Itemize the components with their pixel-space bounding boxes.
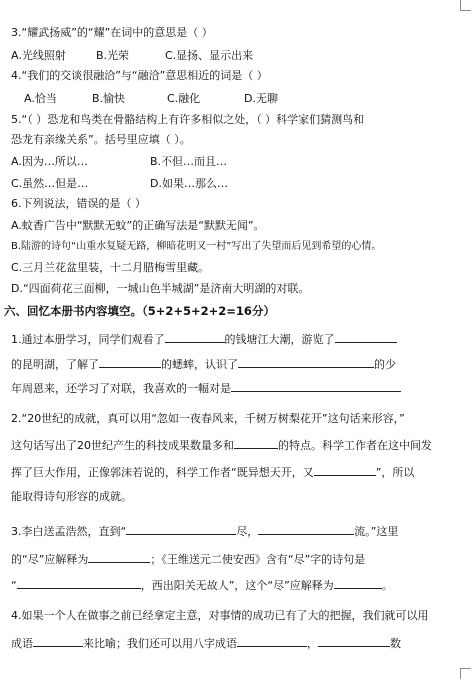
fill-1-text-a: 1.通过本册学习，同学们观看了: [11, 333, 165, 346]
question-5-option-b[interactable]: B.不但…而且…: [150, 155, 228, 168]
blank[interactable]: [33, 635, 83, 647]
question-6-option-a[interactable]: A.蚊香广告中“默默无蚊”的正确写法是“默默无闻”。: [11, 219, 265, 232]
fill-4-line-2: [11, 635, 401, 651]
blank[interactable]: [126, 523, 236, 535]
fill-3-line-2: [11, 551, 365, 567]
question-4-option-b[interactable]: B.愉快: [92, 92, 126, 105]
question-3-option-b[interactable]: B.光荣: [96, 49, 130, 62]
fill-1-line-3: [11, 380, 401, 396]
fill-1-text-c: 的昆明湖，了解了: [11, 358, 99, 371]
blank[interactable]: [258, 523, 354, 535]
question-5-option-c[interactable]: C.虽然…但是…: [11, 177, 89, 190]
fill-2-line-3: [11, 464, 414, 480]
question-3-option-c[interactable]: C.显扬、显示出来: [165, 49, 254, 62]
fill-3-line-3: [11, 577, 393, 593]
fill-1-text-f: 年周恩来，还学习了对联，我喜欢的一幅对是: [11, 382, 231, 395]
fill-4-text-d: 数: [390, 637, 401, 650]
question-6-option-b[interactable]: B.陆游的诗句“山重水复疑无路，柳暗花明又一村”写出了失望而后见到希望的心情。: [11, 241, 382, 252]
blank[interactable]: [318, 635, 390, 647]
fill-4-text-b: 来比喻；我们还可以用八字成语: [83, 637, 237, 650]
fill-4-text-c: ，: [307, 637, 318, 650]
fill-2-text-b: 的特点。科学工作者在这中间发: [278, 439, 432, 452]
fill-3-text-d: 的“尽”应解释为: [11, 553, 89, 566]
question-4-stem: 4.“我们的交谈很融洽”与“融洽”意思相近的词是（ ）: [11, 69, 268, 82]
question-4-option-a[interactable]: A.恰当: [24, 92, 57, 105]
question-6-stem: 6.下列说法，错误的是（ ）: [11, 197, 146, 210]
fill-1-line-1: [11, 331, 397, 347]
blank[interactable]: [99, 356, 161, 368]
fill-2-line-1: 2.“20世纪的成就，真可以用“忽如一夜春风来，千树万树梨花开”这句话来形容，”: [11, 412, 405, 425]
blank[interactable]: [334, 577, 382, 589]
fill-1-text-d: 的蟋蟀，认识了: [161, 358, 238, 371]
question-3-option-a[interactable]: A.光线照射: [11, 49, 66, 62]
question-5-stem-line-2: 恐龙有亲缘关系”。括号里应填（ ）。: [11, 133, 191, 146]
blank[interactable]: [17, 577, 141, 589]
blank[interactable]: [238, 356, 374, 368]
blank[interactable]: [237, 635, 307, 647]
fill-1-text-e: 的少: [374, 358, 396, 371]
fill-3-text-g: ，西出阳关无故人”，这个“尽”应解释为: [140, 579, 334, 592]
blank[interactable]: [314, 464, 376, 476]
question-4-option-c[interactable]: C.融化: [167, 92, 201, 105]
question-3-stem: 3.“耀武扬威”的“耀”在词中的意思是（ ）: [11, 26, 213, 39]
blank[interactable]: [165, 331, 225, 343]
fill-3-text-a: 3.李白送孟浩然，直到“: [11, 525, 127, 538]
question-6-option-d[interactable]: D.“四面荷花三面柳，一城山色半城湖”是济南大明湖的对联。: [11, 282, 310, 295]
question-4-option-d[interactable]: D.无聊: [244, 92, 278, 105]
fill-2-text-c: 挥了巨大作用，正像郭沫若说的，科学工作者“既异想天开，又: [11, 466, 314, 479]
question-5-stem-line-1: 5.“（ ）恐龙和鸟类在骨骼结构上有许多相似之处，（ ）科学家们猜测鸟和: [11, 113, 365, 126]
fill-3-text-b: 尽，: [236, 525, 259, 538]
crop-mark-top-right: [460, 0, 471, 11]
fill-3-text-c: 流。”这里: [354, 525, 399, 538]
fill-3-line-1: [11, 523, 398, 539]
fill-2-line-2: [11, 437, 432, 453]
question-5-option-d[interactable]: D.如果…那么…: [150, 177, 228, 190]
blank[interactable]: [335, 331, 397, 343]
fill-3-text-e: ；《王维送元二使安西》含有“尽”字的诗句是: [150, 553, 366, 566]
fill-3-text-f: “: [11, 579, 17, 592]
blank[interactable]: [234, 437, 278, 449]
question-6-option-c[interactable]: C.三月兰花盆里装，十二月腊梅雪里藏。: [11, 261, 210, 274]
fill-2-text-a: 这句话写出了20世纪产生的科技成果数量多和: [11, 439, 234, 452]
fill-1-line-2: [11, 356, 396, 372]
blank[interactable]: [88, 551, 150, 563]
fill-2-text-d: ”，所以: [375, 466, 415, 479]
blank[interactable]: [231, 380, 401, 392]
question-5-option-a[interactable]: A.因为…所以…: [11, 155, 88, 168]
fill-1-text-b: 的钱塘江大潮，游览了: [224, 333, 335, 346]
crop-mark-bottom-right: [460, 668, 471, 679]
fill-4-line-1: 4.如果一个人在做事之前已经拿定主意，对事情的成功已有了大的把握，我们就可以用: [11, 609, 429, 622]
fill-3-text-h: 。: [381, 579, 393, 592]
fill-2-line-4: 能取得诗句形容的成就。: [11, 490, 132, 503]
section-6-heading: 六、回忆本册书内容填空。（5+2+5+2+2=16分）: [4, 304, 275, 318]
fill-4-text-a: 成语: [11, 637, 33, 650]
